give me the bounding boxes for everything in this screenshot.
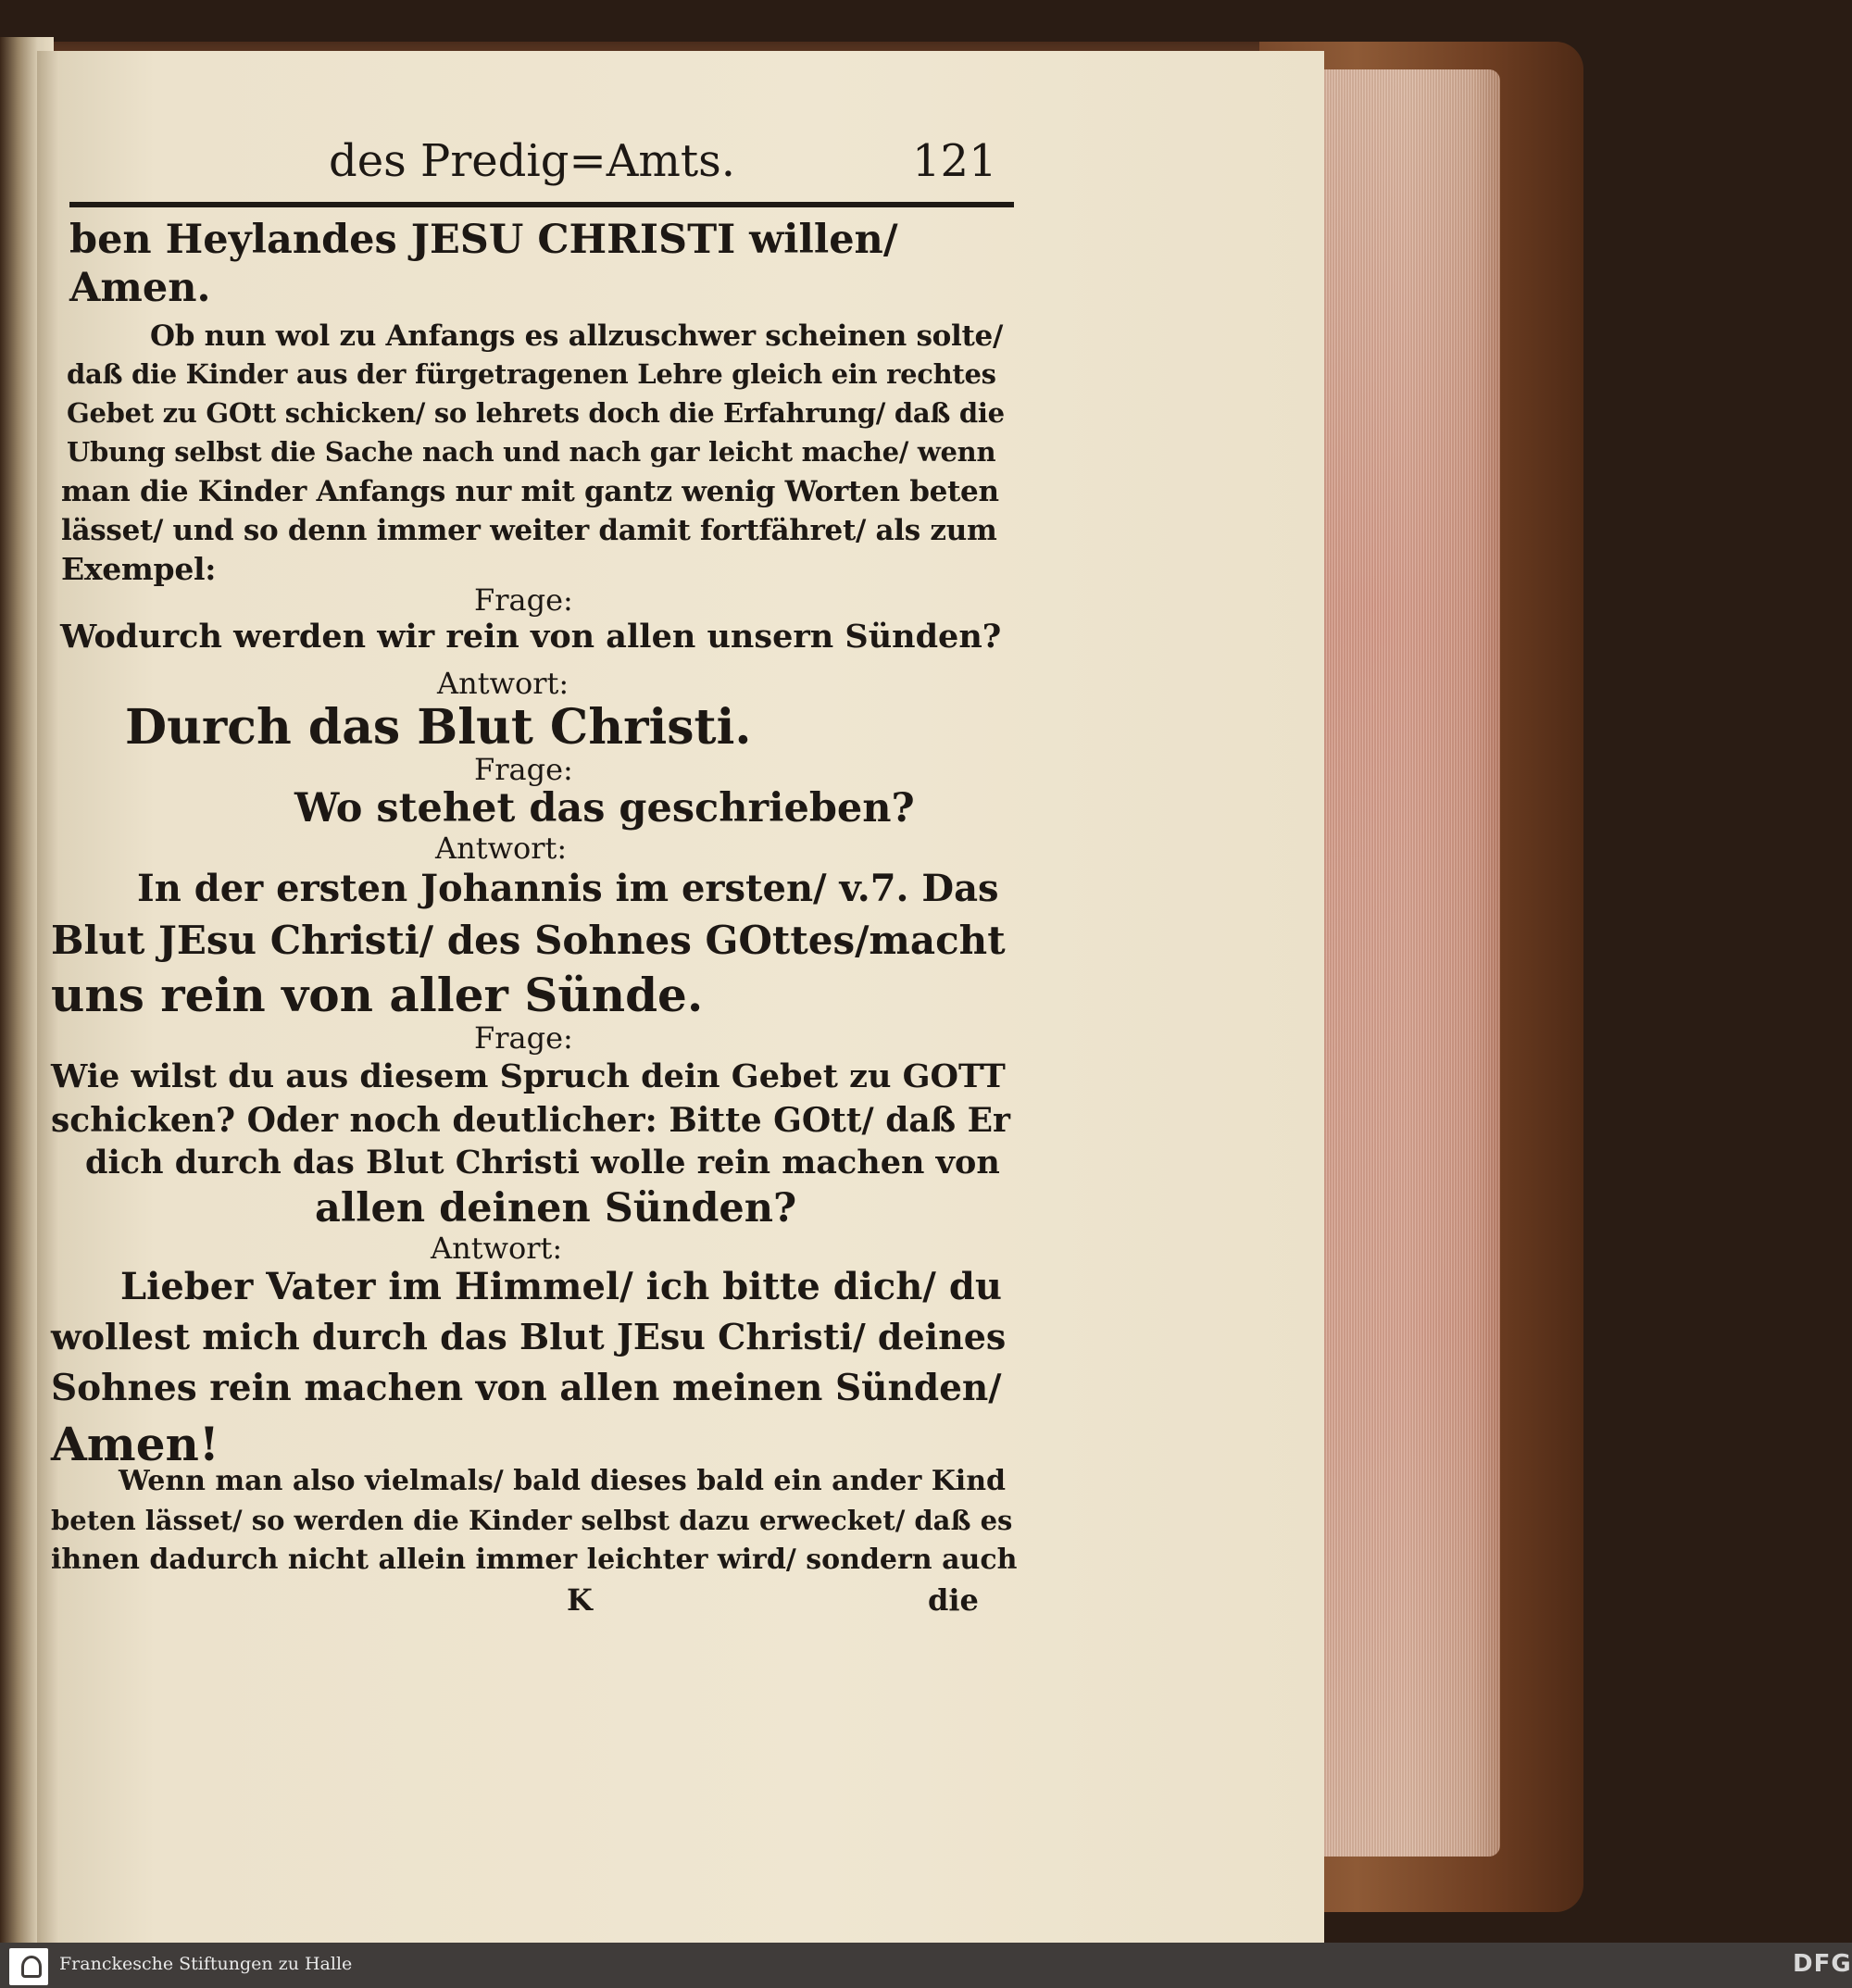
question-label: Frage:: [474, 1020, 573, 1056]
text-line: lässet/ und so denn immer weiter damit fortfähret/ als zum: [61, 514, 997, 547]
dfg-logo: DFG: [1793, 1950, 1852, 1978]
question-line: allen deinen Sünden?: [315, 1185, 797, 1232]
answer-line: Sohnes rein machen von allen meinen Sünden/: [51, 1367, 1002, 1409]
signature-mark: K: [567, 1582, 593, 1618]
franckesche-stiftungen-logo-icon[interactable]: [9, 1948, 48, 1985]
question-line: Wodurch werden wir rein von allen unsern Sünden?: [60, 618, 1002, 656]
text-line: Gebet zu GOtt schicken/ so lehrets doch die Erfahrung/ daß die: [67, 397, 1005, 429]
page-edges: [1315, 69, 1500, 1857]
question-line: schicken? Oder noch deutlicher: Bitte GOtt/ daß Er: [51, 1101, 1011, 1140]
question-line: Wo stehet das geschrieben?: [294, 785, 915, 831]
page-number: 121: [912, 135, 997, 187]
text-line: Ubung selbst die Sache nach und nach gar leicht mache/ wenn: [67, 436, 996, 468]
answer-line: Amen!: [51, 1417, 219, 1471]
answer-label: Antwort:: [431, 1231, 563, 1266]
text-line: Wenn man also vielmals/ bald dieses bald ein ander Kind: [119, 1465, 1006, 1497]
answer-label: Antwort:: [435, 831, 568, 866]
institution-name: Franckesche Stiftungen zu Halle: [59, 1954, 353, 1974]
text-line: ben Heylandes JESU CHRISTI willen/: [69, 217, 898, 263]
text-line: Amen.: [69, 265, 211, 311]
answer-line: wollest mich durch das Blut JEsu Christi/ deines: [51, 1316, 1007, 1357]
text-line: daß die Kinder aus der fürgetragenen Lehre gleich ein rechtes: [67, 358, 996, 390]
question-line: dich durch das Blut Christi wolle rein machen von: [85, 1144, 1000, 1182]
text-line: Exempel:: [61, 551, 217, 587]
answer-line: In der ersten Johannis im ersten/ v.7. Das: [137, 867, 999, 910]
answer-line: Durch das Blut Christi.: [125, 699, 752, 756]
text-line: ihnen dadurch nicht allein immer leichter wird/ sondern auch: [51, 1544, 1018, 1576]
catchword: die: [928, 1582, 979, 1618]
text-line: man die Kinder Anfangs nur mit gantz wenig Worten beten: [61, 475, 999, 508]
answer-line: Blut JEsu Christi/ des Sohnes GOttes/macht: [51, 918, 1006, 963]
answer-line: uns rein von aller Sünde.: [51, 968, 704, 1022]
answer-line: Lieber Vater im Himmel/ ich bitte dich/ du: [120, 1265, 1002, 1308]
question-label: Frage:: [474, 582, 573, 618]
viewer-footer: [0, 1943, 1852, 1988]
header-rule: [69, 202, 1014, 207]
text-line: beten lässet/ so werden die Kinder selbst dazu erwecket/ daß es: [51, 1505, 1013, 1536]
running-head: des Predig=Amts.: [329, 135, 736, 187]
answer-label: Antwort:: [437, 666, 569, 701]
question-label: Frage:: [474, 752, 573, 787]
text-line: Ob nun wol zu Anfangs es allzuschwer scheinen solte/: [150, 319, 1004, 353]
question-line: Wie wilst du aus diesem Spruch dein Gebet zu GOTT: [51, 1057, 1006, 1095]
